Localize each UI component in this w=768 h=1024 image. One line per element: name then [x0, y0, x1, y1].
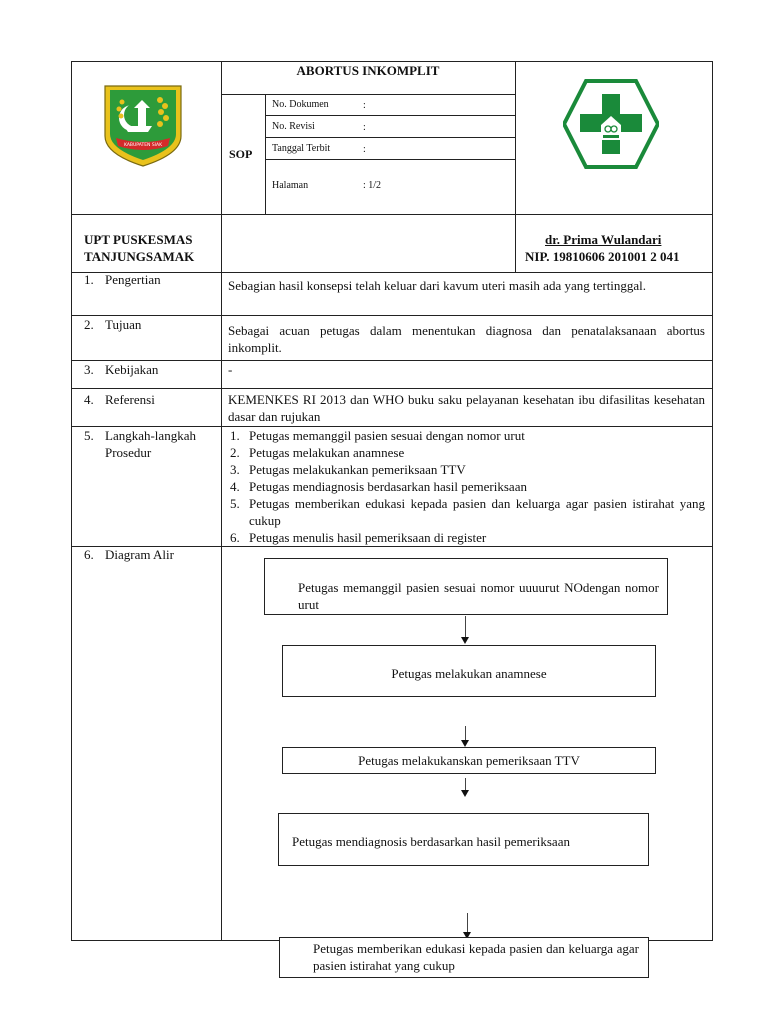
list-item	[230, 461, 705, 478]
section-content-kebijakan: -	[228, 362, 233, 377]
document-title: ABORTUS INKOMPLIT	[296, 63, 440, 78]
list-item	[230, 427, 705, 444]
section-content-referensi: KEMENKES RI 2013 dan WHO buku saku pelayanan kesehatan ibu difasilitas kesehatan dasar dan rujukan	[228, 392, 705, 424]
list-item	[230, 529, 705, 546]
seal-ribbon-text: KABUPATEN SIAK	[123, 143, 163, 148]
section-number-2: 2.	[84, 317, 94, 332]
flow-step-4	[278, 813, 649, 866]
title-underline	[221, 94, 515, 95]
step-number: 2.	[230, 445, 240, 460]
flow-step-4-text: Petugas mendiagnosis berdasarkan hasil pemeriksaan	[292, 834, 570, 849]
step-text: Petugas mendiagnosis berdasarkan hasil pemeriksaan	[249, 479, 527, 494]
field-value-tanggal-terbit: :	[363, 144, 366, 155]
section-title-pengertian: Pengertian	[105, 272, 161, 287]
signer-name: dr. Prima Wulandari	[545, 232, 662, 247]
section-number-5: 5.	[84, 428, 94, 443]
step-number: 5.	[230, 496, 240, 511]
org-row-bottom-line	[71, 272, 713, 273]
procedure-steps-list	[230, 427, 705, 546]
org-name-line2: TANJUNGSAMAK	[84, 249, 195, 264]
flow-step-5-text: Petugas memberikan edukasi kepada pasien dan keluarga agar pasien istirahat yang cukup	[313, 941, 639, 973]
flow-arrow-head	[461, 740, 469, 747]
row-line-1	[71, 315, 713, 316]
section-content-tujuan: Sebagai acuan petugas dalam menentukan diagnosa dan penatalaksanaan abortus inkomplit.	[228, 323, 705, 355]
field-label-tanggal-terbit: Tanggal Terbit	[272, 143, 331, 154]
flow-step-1-text: Petugas memanggil pasien sesuai nomor uuuurut NOdengan nomor urut	[298, 580, 659, 612]
flow-arrow-head	[461, 637, 469, 644]
list-item	[230, 478, 705, 495]
step-number: 3.	[230, 462, 240, 477]
sop-divider	[265, 94, 266, 214]
field-value-no-dokumen: :	[363, 100, 366, 111]
field-value-halaman: : 1/2	[363, 180, 382, 191]
step-text: Petugas memberikan edukasi kepada pasien dan keluarga agar pasien istirahat yang cukup	[249, 496, 705, 528]
list-item	[230, 444, 705, 461]
flow-arrow-head	[461, 790, 469, 797]
header-bottom-line	[71, 214, 713, 215]
step-text: Petugas menulis hasil pemeriksaan di register	[249, 530, 487, 545]
flow-arrow-line	[467, 913, 468, 932]
section-title-kebijakan: Kebijakan	[105, 362, 159, 377]
header-divider-left	[221, 61, 222, 941]
field-label-no-dokumen: No. Dokumen	[272, 99, 329, 110]
section-title-diagram-alir: Diagram Alir	[105, 547, 174, 562]
step-number: 6.	[230, 530, 240, 545]
step-number: 4.	[230, 479, 240, 494]
flow-arrow-line	[465, 778, 466, 790]
header-divider-right	[515, 61, 516, 272]
flow-step-1	[264, 558, 668, 615]
step-text: Petugas melakukankan pemeriksaan TTV	[249, 462, 466, 477]
list-item	[230, 495, 705, 529]
step-text: Petugas memanggil pasien sesuai dengan nomor urut	[249, 428, 525, 443]
section-content-pengertian: Sebagian hasil konsepsi telah keluar dari kavum uteri masih ada yang tertinggal.	[228, 278, 647, 293]
flow-arrow-line	[465, 726, 466, 740]
section-number-4: 4.	[84, 392, 94, 407]
flow-step-3-text: Petugas melakukanskan pemeriksaan TTV	[358, 753, 580, 768]
field-line-1	[265, 115, 515, 116]
org-name-line1: UPT PUSKESMAS	[84, 232, 193, 247]
flow-step-3	[282, 747, 656, 774]
row-line-2	[71, 360, 713, 361]
field-label-halaman: Halaman	[272, 180, 309, 191]
field-line-2	[265, 137, 515, 138]
field-line-3	[265, 159, 515, 160]
field-value-no-revisi: :	[363, 122, 366, 133]
section-number-6: 6.	[84, 547, 94, 562]
field-label-no-revisi: No. Revisi	[272, 121, 315, 132]
row-line-3	[71, 388, 713, 389]
section-title-tujuan: Tujuan	[105, 317, 142, 332]
flow-step-2-text: Petugas melakukan anamnese	[391, 666, 547, 681]
section-number-1: 1.	[84, 272, 94, 287]
flow-step-2	[282, 645, 656, 697]
sop-label: SOP	[229, 147, 253, 161]
section-number-3: 3.	[84, 362, 94, 377]
flow-arrow-line	[465, 616, 466, 637]
regency-seal-logo	[102, 82, 184, 168]
flow-step-5	[279, 937, 649, 978]
section-title-prosedur: Langkah-langkah Prosedur	[105, 428, 196, 460]
signer-nip: NIP. 19810606 201001 2 041	[525, 249, 680, 264]
step-text: Petugas melakukan anamnese	[249, 445, 405, 460]
section-title-referensi: Referensi	[105, 392, 155, 407]
step-number: 1.	[230, 428, 240, 443]
puskesmas-logo	[563, 78, 659, 170]
